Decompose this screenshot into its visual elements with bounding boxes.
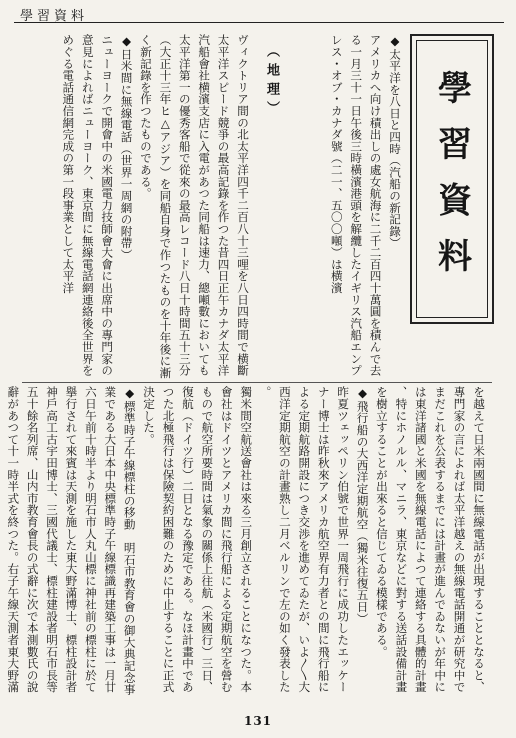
page-number: 131	[243, 714, 273, 728]
tier-divider	[22, 382, 492, 383]
section-title: 學習資料	[431, 70, 472, 294]
header-title: 學習資料	[20, 9, 89, 24]
article-text-top-left: ヴィクトリア間の北太平洋四千二百八十三哩を八日四時間で横斷太平洋スピード競爭の最高記錄を作つた昔四日正午カナダ太平洋汽船會社横濱支店に入電があつた同船は速力、總噸數においても太平洋第一の優秀客船で從來の最高レコード八日十時間五十三分（大正十三年ヒ△アジア）を同船自身で作つたものを十年後に漸く新記錄を作つたものである。 ◆日米間に無線電話（世界一周網の附帶） ニューヨークで開會中の米國電力技師會大會に出席中の專門家の意見によればニューヨーク、東京間に無線電話網連絡後全世界をめぐる電話通信網完成の第一段事業として太平洋	[61, 34, 250, 379]
running-header	[20, 5, 500, 23]
article-text-top-right: ◆太平洋を八日と四時（汽船の新記錄） アメリカへ向け積出しの處女航海に二千二百四十萬圓を積んで去る一月三十一日午後三時橫濱港頭を解纜したイギリス汽船エンプレス・オブ・カナダ號（二一、五〇〇噸）は横濱	[329, 34, 402, 377]
header-rule	[14, 22, 504, 23]
subject-tag: （地理）	[264, 44, 279, 120]
article-text-bottom: を越えて日米兩國間に無線電話が出現することとなると、專門家の言によれば太平洋越えの無線電話開通が研究中でまだこれを公表するまでには計畫が進んでゐないが年中には東洋諸國と米國を無線電話によつて連絡する具體的計畫、特にホノルル、マニラ、東京などに對する送話設備計畫を樹立することが出來ると信じてゐる模樣である。 ◆飛行船の大西洋定期航空（獨米往復五日） 昨夏ツェッペリン伯號で世界一周飛行に成功したエッケーナー博士は昨秋來アメリカ航空界有力者との間に飛行船による定期航路開設につき交渉を進めてゐたが、いよ〳〵大西洋定期航空の計畫熟し二月ベルリンで左の如く發表した。 獨米間空航送會社は來る三月創立されることになつた。本會社はドイツとアメリカ間に飛行船による定期航空を營むもので航空所要時間は氣象の關係上往航（米國行）三日、復航（ドイツ行）二日となる豫定である。なほ計畫中であつた北極飛行は保險契約困難のために中止することに正式決定した。 ◆標準時子午線標柱の移動 明石市教育會の御大典記念事業である大日本中央標準時子午線標識再建築工事は一月廿六日午前十時半より明石市人丸山標に神社前の標柱に於て擧行されて來賓は天測を施した東大野滿博士、標柱設計者神戶高工古宇田博士、三國代議士、標柱建設者明石市長等五十餘名列席、山内市教育會長の式辭に次で本測數氏の說辭があつて十一時半式を終つた。右子午線天測者東大野滿	[6, 386, 486, 696]
section-title-box	[410, 34, 494, 324]
